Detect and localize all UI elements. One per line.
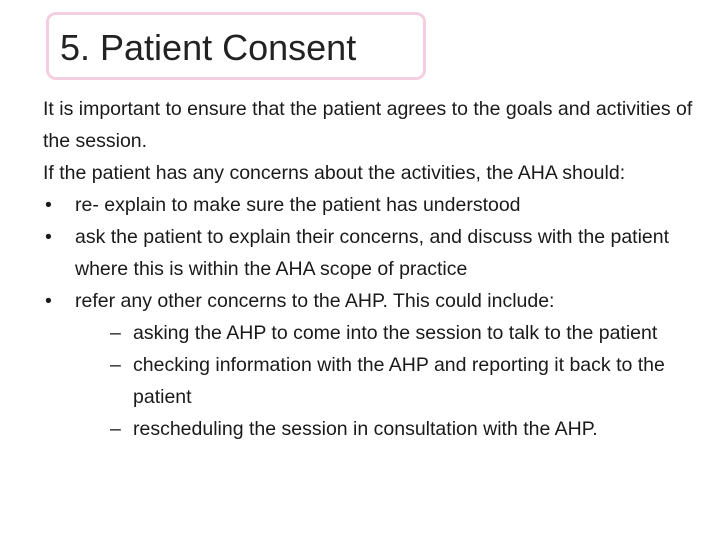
sub-list-item — [75, 349, 693, 413]
bullet-list — [43, 189, 693, 445]
sub-bullet-text: asking the AHP to come into the session to talk to the patient — [133, 322, 658, 344]
sub-list-item — [75, 317, 693, 349]
slide-title: 5. Patient Consent — [60, 27, 357, 68]
bullet-icon: • — [45, 290, 52, 312]
concerns-paragraph: If the patient has any concerns about the activities, the AHA should: — [43, 162, 626, 184]
slide-body — [43, 93, 693, 445]
dash-icon: – — [110, 354, 121, 376]
sub-bullet-text: rescheduling the session in consultation with the AHP. — [133, 418, 598, 440]
bullet-text: ask the patient to explain their concerns, and discuss with the patient where this is within the AHA scope of practice — [75, 226, 670, 280]
list-item — [43, 189, 693, 221]
list-item — [43, 285, 693, 445]
sub-list-item — [75, 413, 693, 445]
bullet-icon: • — [45, 194, 52, 216]
sub-bullet-list — [75, 317, 693, 445]
bullet-text: refer any other concerns to the AHP. This could include: — [75, 290, 555, 312]
list-item — [43, 221, 693, 285]
bullet-icon: • — [45, 226, 52, 248]
intro-paragraph: It is important to ensure that the patient agrees to the goals and activities of the session. — [43, 98, 693, 152]
dash-icon: – — [110, 322, 121, 344]
dash-icon: – — [110, 418, 121, 440]
bullet-text: re- explain to make sure the patient has understood — [75, 194, 521, 216]
sub-bullet-text: checking information with the AHP and reporting it back to the patient — [133, 354, 665, 408]
